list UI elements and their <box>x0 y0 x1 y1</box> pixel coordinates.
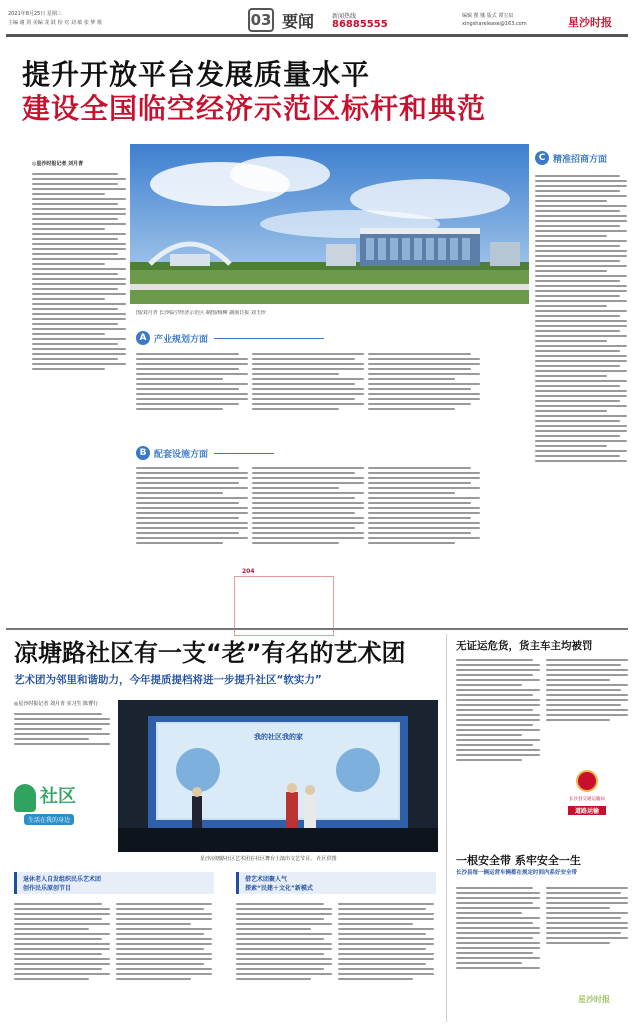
story4-subhead: 长沙县每一辆运营车辆都在规定时间内系好安全带 <box>456 870 578 876</box>
story2-intro <box>14 710 110 770</box>
section-a-col-2 <box>252 350 364 438</box>
box-title-1: 退休老人自发组织民乐艺术团 <box>23 876 102 883</box>
page-marker: 204 <box>242 568 255 575</box>
emblem-bottom-text: 道路运输 <box>568 806 606 815</box>
story2-box-2 <box>236 872 436 894</box>
story4-col-1 <box>456 884 540 1018</box>
hotline-label: 新闻热线 <box>332 13 357 20</box>
section-c-title: 精准招商方面 <box>553 154 608 165</box>
editor-right-1: 编辑 瞿 娜 版式 谭宝泉 <box>462 13 514 19</box>
masthead <box>0 0 634 40</box>
editor-line: 主编 谢 剑 美编 龙 跃 校 对 刘 敏 张 梦 歌 <box>8 20 103 26</box>
section-a-rule <box>214 338 324 339</box>
story1-byline: ◎星沙时报记者 刘月青 <box>32 161 84 167</box>
community-logo-sub: 生活在我的身边 <box>24 814 74 825</box>
right-column-rule <box>446 634 447 1022</box>
page-marker-box <box>234 576 334 636</box>
story2-subhead: 艺术团为邻里和谐助力，今年提质提档将进一步提升社区“软实力” <box>14 674 322 686</box>
community-logo-text: 社区 <box>40 786 76 807</box>
box-title-4: 探索“民建＋文化”新模式 <box>245 885 313 892</box>
story1-photo <box>130 144 529 304</box>
emblem-icon <box>576 770 598 792</box>
emblem-top-text: 长沙县交通运输局 <box>569 797 605 802</box>
story3-col-1 <box>456 656 540 816</box>
box-title-2: 创作民乐原创节目 <box>23 885 72 892</box>
story3-headline: 无证运危货，货主车主均被罚 <box>456 640 593 652</box>
story1-headline-1: 提升开放平台发展质量水平 <box>22 58 371 91</box>
story-divider <box>6 628 628 630</box>
section-b-header <box>136 446 274 460</box>
community-logo <box>14 778 110 838</box>
story2-box-1 <box>14 872 214 894</box>
section-c-column <box>535 172 627 592</box>
section-a-col-3 <box>368 350 480 438</box>
section-b-letter: B <box>136 446 150 460</box>
editor-right-2: xingsharelease@163.com <box>462 21 527 27</box>
section-a-col-1 <box>136 350 248 438</box>
transport-emblem <box>560 770 614 820</box>
section-c-header <box>535 151 607 165</box>
story2-byline: ◎星沙时报记者 刘月青 实习生 陈曹行 <box>14 701 99 707</box>
story1-photo-caption: 图/刘月青 长沙临空经济示范区 制图/杨柳 湖南日报 刘玉珍 <box>136 310 266 316</box>
story4-headline: 一根安全带 系牢安全一生 <box>456 854 581 867</box>
section-b-col-3 <box>368 464 480 584</box>
story3-col-2 <box>546 656 628 756</box>
section-b-col-2 <box>252 464 364 584</box>
masthead-rule <box>6 34 628 37</box>
section-a-title: 产业规划方面 <box>154 334 209 345</box>
watermark-logo: 星沙时报 <box>578 995 610 1004</box>
story2-col-2 <box>116 900 212 1018</box>
section-c-letter: C <box>535 151 549 165</box>
section-title: 要闻 <box>282 12 315 31</box>
community-logo-figure <box>14 784 36 812</box>
story1-left-column <box>32 170 126 442</box>
story2-photo-caption: 星沙凉塘路社区艺术团在社区舞台上演出文艺节目。 社区供图 <box>200 856 337 862</box>
section-a-header <box>136 331 324 345</box>
page-number: 03 <box>248 8 274 32</box>
story2-col-3 <box>236 900 332 1018</box>
story1-headline-2: 建设全国临空经济示范区标杆和典范 <box>22 92 487 125</box>
box-title-3: 借艺术团聚人气 <box>245 876 288 883</box>
story2-photo <box>118 700 438 852</box>
hotline-number: 86885555 <box>332 19 388 30</box>
story2-col-1 <box>14 900 110 1018</box>
stage-banner: 我的社区我的家 <box>254 733 303 741</box>
date-line: 2021年8月25日 星期三 <box>8 11 62 17</box>
section-a-letter: A <box>136 331 150 345</box>
story2-headline: 凉塘路社区有一支“老”有名的艺术团 <box>14 639 406 667</box>
section-b-col-1 <box>136 464 248 584</box>
section-b-title: 配套设施方面 <box>154 449 209 460</box>
story2-col-4 <box>338 900 434 1018</box>
section-b-rule <box>214 453 274 454</box>
brand-logo: 星沙时报 <box>568 16 612 29</box>
story4-col-2 <box>546 884 628 984</box>
